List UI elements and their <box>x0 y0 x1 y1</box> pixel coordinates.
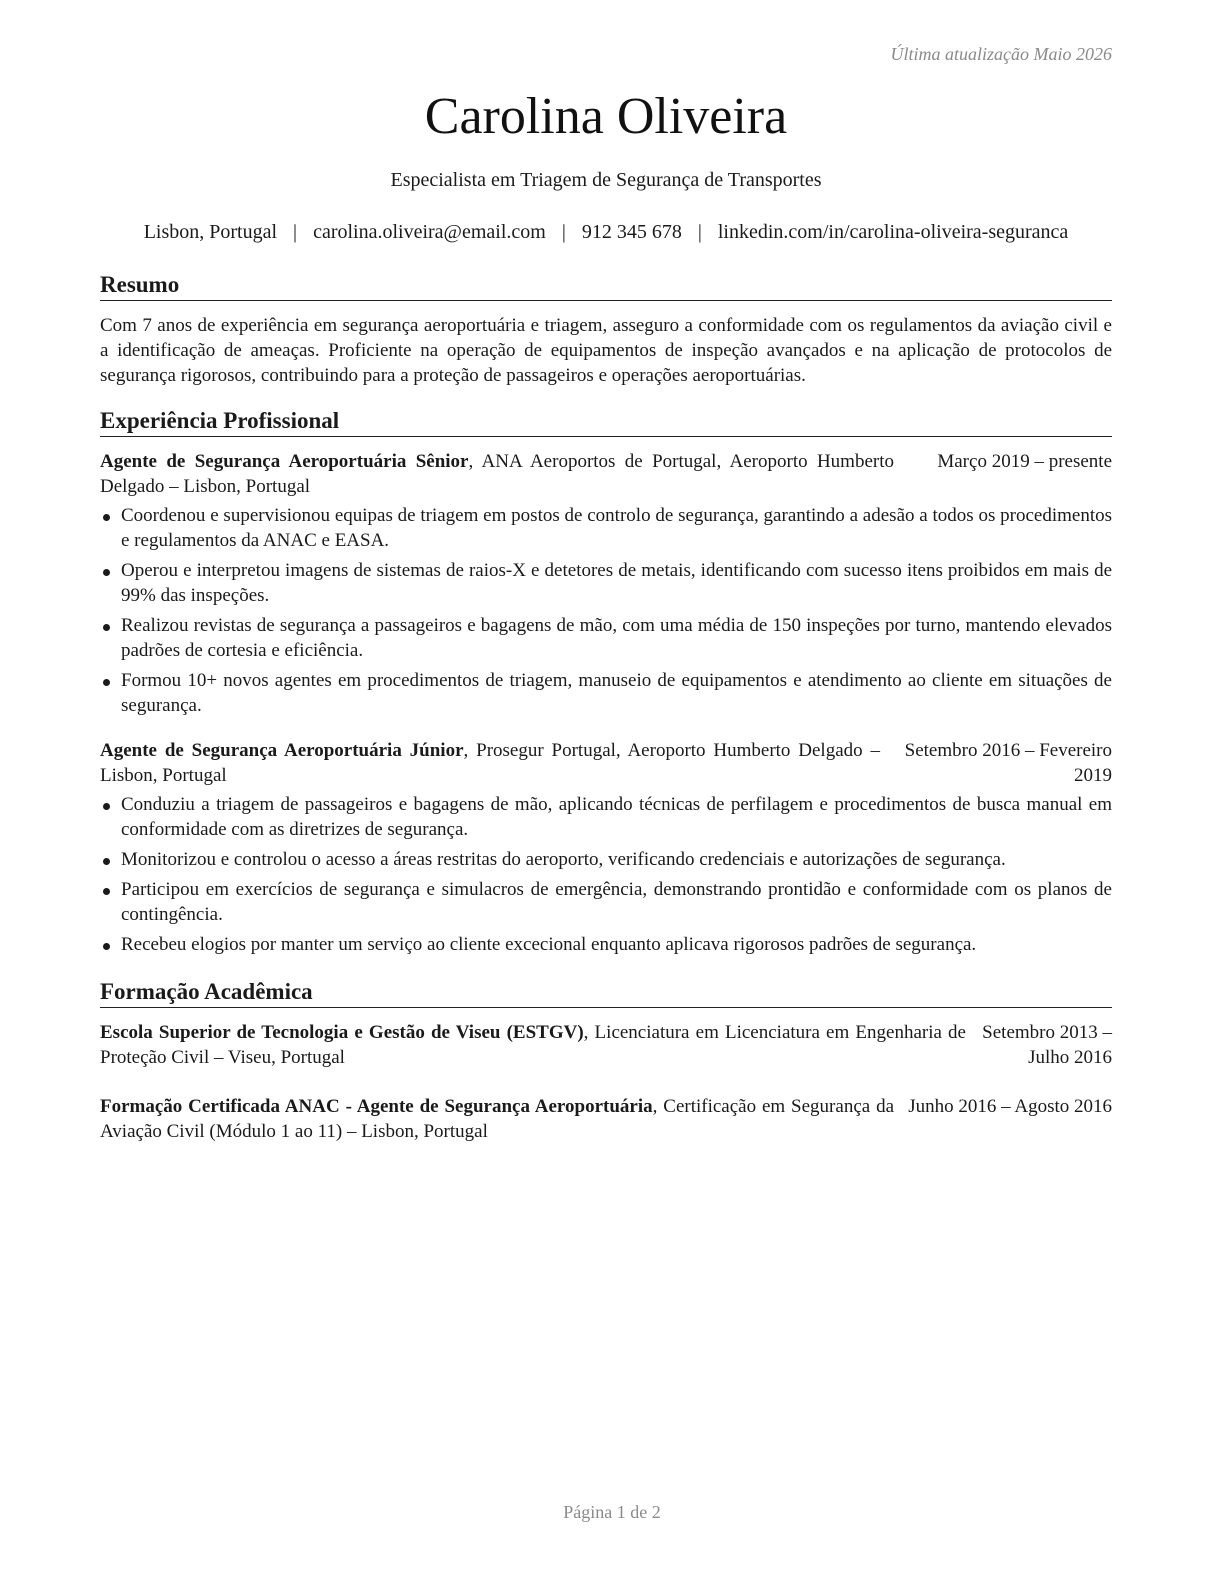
contact-email[interactable]: carolina.oliveira@email.com <box>313 221 546 243</box>
contact-line <box>100 219 1112 245</box>
list-item <box>100 877 1112 927</box>
contact-phone: 912 345 678 <box>581 221 682 243</box>
bullet-text: Participou em exercícios de segurança e simulacros de emergência, demonstrando prontidão e conformidade com os planos de contingência. <box>121 879 1112 925</box>
bullet-icon <box>103 569 110 576</box>
section-title-summary: Resumo <box>100 270 1112 301</box>
education-institution: Formação Certificada ANAC - Agente de Segurança Aeroportuária <box>100 1096 653 1117</box>
contact-location: Lisbon, Portugal <box>143 221 278 243</box>
job-dates: Setembro 2016 – Fevereiro 2019 <box>904 740 1112 786</box>
last-updated-note: Última atualização Maio 2026 <box>890 44 1112 64</box>
list-item <box>100 847 1112 872</box>
job-details: , ANA Aeroportos de Portugal, Aeroporto Humberto Delgado – Lisbon, Portugal <box>100 451 894 497</box>
job-details: , Prosegur Portugal, Aeroporto Humberto Delgado – Lisbon, Portugal <box>100 740 880 786</box>
education-entry <box>100 1020 1112 1070</box>
bullet-icon <box>103 624 110 631</box>
bullet-text: Coordenou e supervisionou equipas de triagem em postos de controlo de segurança, garantindo a adesão a todos os procedimentos e regulamentos da ANAC e EASA. <box>121 505 1112 551</box>
bullet-icon <box>103 888 110 895</box>
job-role: Agente de Segurança Aeroportuária Sênior <box>100 451 469 472</box>
bullet-icon <box>103 858 110 865</box>
education-entry-header <box>100 1094 1112 1144</box>
experience-entry-header <box>100 738 1112 788</box>
bullet-text: Operou e interpretou imagens de sistemas de raios-X e detetores de metais, identificando com sucesso itens proibidos em mais de 99% das inspeções. <box>121 560 1112 606</box>
bullet-icon <box>103 943 110 950</box>
experience-entry <box>100 738 1112 957</box>
bullet-text: Monitorizou e controlou o acesso a áreas restritas do aeroporto, verificando credenciais e autorizações de segurança. <box>121 849 1006 870</box>
education-entry-heading <box>100 1020 966 1070</box>
summary-text: Com 7 anos de experiência em segurança aeroportuária e triagem, asseguro a conformidade com os regulamentos da aviação civil e a identificação de ameaças. Proficiente na operação de equipamentos de inspeção avançados e na aplicação de protocolos de segurança rigorosos, contribuindo para a proteção de passageiros e operações aeroportuárias. <box>100 315 1112 386</box>
bullet-text: Conduziu a triagem de passageiros e bagagens de mão, aplicando técnicas de perfilagem e procedimentos de busca manual em conformidade com as diretrizes de segurança. <box>121 794 1112 840</box>
bullet-text: Recebeu elogios por manter um serviço ao cliente excecional enquanto aplicava rigorosos padrões de segurança. <box>121 934 977 955</box>
education-entry-heading <box>100 1094 894 1144</box>
list-item <box>100 613 1112 663</box>
bullet-text: Realizou revistas de segurança a passageiros e bagagens de mão, com uma média de 150 inspeções por turno, mantendo elevados padrões de cortesia e eficiência. <box>121 615 1112 661</box>
bullet-icon <box>103 803 110 810</box>
contact-separator: | <box>697 221 702 243</box>
education-details: , Licenciatura em Licenciatura em Engenharia de Proteção Civil – Viseu, Portugal <box>100 1022 966 1068</box>
list-item <box>100 558 1112 608</box>
job-role: Agente de Segurança Aeroportuária Júnior <box>100 740 464 761</box>
candidate-title: Especialista em Triagem de Segurança de Transportes <box>390 169 822 191</box>
contact-linkedin[interactable]: linkedin.com/in/carolina-oliveira-seguranca <box>717 221 1069 243</box>
contact-separator: | <box>293 221 298 243</box>
list-item <box>100 668 1112 718</box>
resume-content <box>100 270 1112 1168</box>
candidate-name: Carolina Oliveira <box>424 88 788 145</box>
education-institution: Escola Superior de Tecnologia e Gestão de Viseu (ESTGV) <box>100 1022 584 1043</box>
job-bullets <box>100 503 1112 718</box>
experience-entry-header <box>100 449 1112 499</box>
section-title-education: Formação Acadêmica <box>100 977 1112 1008</box>
education-dates: Setembro 2013 – Julho 2016 <box>982 1022 1112 1068</box>
bullet-icon <box>103 514 110 521</box>
experience-entry-heading <box>100 449 894 499</box>
contact-separator: | <box>561 221 566 243</box>
experience-entry <box>100 449 1112 718</box>
list-item <box>100 792 1112 842</box>
job-dates: Março 2019 – presente <box>937 451 1112 472</box>
education-dates: Junho 2016 – Agosto 2016 <box>908 1096 1112 1117</box>
bullet-text: Formou 10+ novos agentes em procedimentos de triagem, manuseio de equipamentos e atendimento ao cliente em situações de segurança. <box>121 670 1112 716</box>
job-bullets <box>100 792 1112 957</box>
section-title-experience: Experiência Profissional <box>100 406 1112 437</box>
education-details: , Certificação em Segurança da Aviação Civil (Módulo 1 ao 11) – Lisbon, Portugal <box>100 1096 894 1142</box>
list-item <box>100 932 1112 957</box>
list-item <box>100 503 1112 553</box>
education-entry-header <box>100 1020 1112 1070</box>
page-number: Página 1 de 2 <box>563 1502 661 1522</box>
bullet-icon <box>103 679 110 686</box>
experience-entry-heading <box>100 738 880 788</box>
education-entry <box>100 1094 1112 1144</box>
